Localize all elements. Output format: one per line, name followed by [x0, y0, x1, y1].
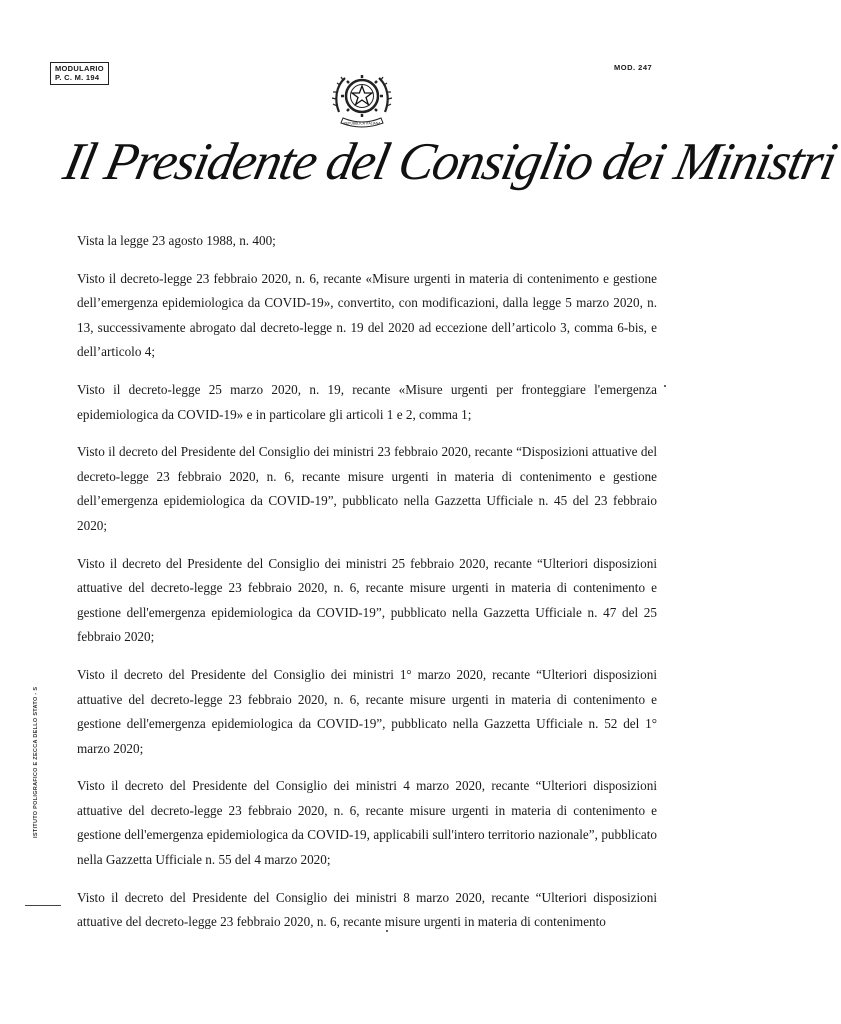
scan-speck	[386, 930, 388, 932]
mod-code: MOD. 247	[614, 63, 653, 72]
paragraph: Vista la legge 23 agosto 1988, n. 400;	[77, 233, 276, 248]
paragraph: Visto il decreto del Presidente del Consiglio dei ministri 25 febbraio 2020, recante “Ulteriori disposizioni attuative del decreto-legge 23 febbraio 2020, n. 6, recante misure urgenti in materia di contenimento e gestione dell'emergenza epidemiologica da COVID-19”, pubblicato nella Gazzetta Ufficiale n. 47 del 25 febbraio 2020;	[77, 555, 657, 645]
paragraph: Visto il decreto del Presidente del Consiglio dei ministri 1° marzo 2020, recante “Ulteriori disposizioni attuative del decreto-legge 23 febbraio 2020, n. 6, recante misure urgenti in materia di contenimento e gestione dell'emergenza epidemiologica da COVID-19”, pubblicato nella Gazzetta Ufficiale n. 52 del 1° marzo 2020;	[77, 666, 657, 756]
italian-emblem-icon	[331, 66, 393, 132]
paragraph: Visto il decreto-legge 23 febbraio 2020, n. 6, recante «Misure urgenti in materia di contenimento e gestione dell’emergenza epidemiologica da COVID-19», convertito, con modificazioni, dalla legge 5 marzo 2020, n. 13, successivamente abrogato dal decreto-legge n. 19 del 2020 ad eccezione dell’articolo 3, comma 6-bis, e dell’articolo 4;	[77, 270, 657, 360]
scan-speck	[664, 385, 666, 387]
paragraph: Visto il decreto del Presidente del Consiglio dei ministri 8 marzo 2020, recante “Ulteriori disposizioni attuative del decreto-legge 23 febbraio 2020, n. 6, recante misure urgenti in materia di contenimento	[77, 889, 657, 930]
emblem-ribbon-text: REPUBBLICA ITALIANA	[343, 121, 381, 126]
paragraph: Visto il decreto-legge 25 marzo 2020, n. 19, recante «Misure urgenti per fronteggiare l'emergenza epidemiologica da COVID-19» e in particolare gli articoli 1 e 2, comma 1;	[77, 381, 657, 422]
paragraph: Visto il decreto del Presidente del Consiglio dei ministri 23 febbraio 2020, recante “Disposizioni attuative del decreto-legge 23 febbraio 2020, n. 6, recante misure urgenti in materia di contenimento e gestione dell’emergenza epidemiologica da COVID-19”, pubblicato nella Gazzetta Ufficiale n. 45 del 23 febbraio 2020;	[77, 444, 657, 533]
page-title: Il Presidente del Consiglio dei Ministri	[58, 133, 841, 191]
margin-rule	[25, 905, 61, 906]
paragraph: Visto il decreto del Presidente del Consiglio dei ministri 4 marzo 2020, recante “Ulteriori disposizioni attuative del decreto-legge 23 febbraio 2020, n. 6, recante misure urgenti in materia di contenimento e gestione dell'emergenza epidemiologica da COVID-19, applicabili sull'intero territorio nazionale”, pubblicato nella Gazzetta Ufficiale n. 55 del 4 marzo 2020;	[77, 778, 657, 868]
modulario-code: P. C. M. 194	[55, 73, 100, 82]
modulario-label: MODULARIO	[55, 64, 104, 73]
printer-imprint: ISTITUTO POLIGRAFICO E ZECCA DELLO STATO - S	[33, 686, 39, 838]
modulario-box	[50, 62, 109, 85]
document-body	[77, 229, 657, 948]
